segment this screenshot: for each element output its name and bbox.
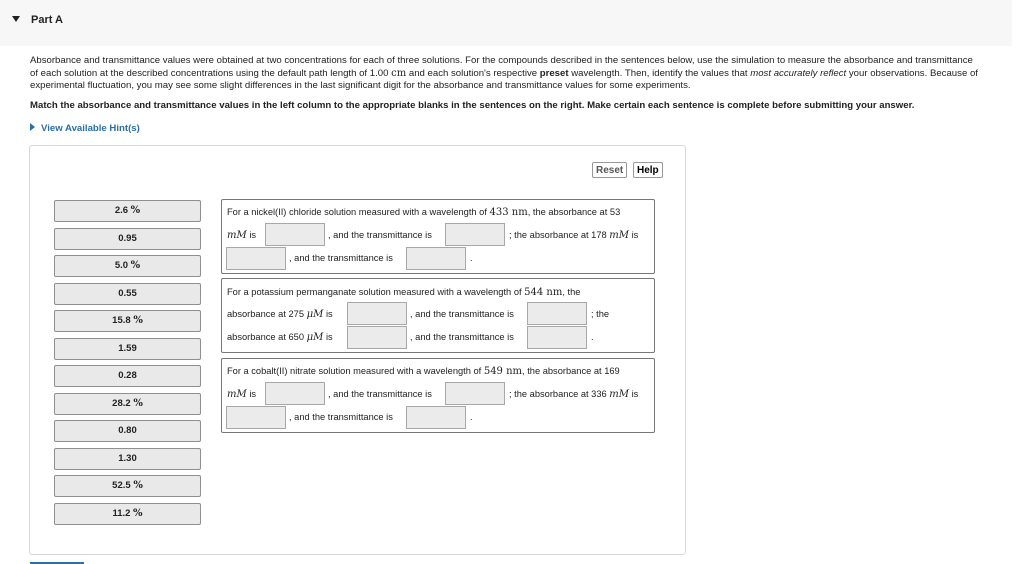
answer-tile[interactable]: 11.2 % [54,503,201,525]
drop-blank-absorbance[interactable] [226,247,286,270]
problem-intro: Absorbance and transmittance values were obtained at two concentrations for each of three solutions. For the compounds described in the sentences below, use the simulation to measure the absorbance and transmittance of each solution at the described concentrations using the default path length of 1.00 cm and each solution's respective preset wavelength. Then, identify the values that most accurately reflect your observations. Because of experimental fluctuation, you may see some slight differences in the last significant digit for the absorbance and transmittance values for some experiments. [30,55,978,91]
drop-blank-transmittance[interactable] [406,406,466,429]
answer-tile[interactable]: 1.59 [54,338,201,360]
answer-tile[interactable]: 0.95 [54,228,201,250]
drop-blank-transmittance[interactable] [527,326,587,349]
answer-tile[interactable]: 15.8 % [54,310,201,332]
part-header[interactable] [0,0,1012,46]
answer-tile[interactable]: 28.2 % [54,393,201,415]
drop-blank-transmittance[interactable] [527,302,587,325]
reset-button[interactable]: Reset [592,162,627,178]
drop-blank-absorbance[interactable] [265,223,325,246]
answer-tile[interactable]: 52.5 % [54,475,201,497]
answer-tile[interactable]: 0.55 [54,283,201,305]
drop-blank-transmittance[interactable] [445,223,505,246]
answer-tile[interactable]: 0.80 [54,420,201,442]
part-title: Part A [31,14,63,26]
answer-tile[interactable]: 1.30 [54,448,201,470]
sentence-cobalt-nitrate: For a cobalt(II) nitrate solution measured with a wavelength of 549 nm, the absorbance at 169 mM is , and the transmittance is ; the absorbance at 336 mM is , and the transmittance is . [221,358,655,433]
view-hints-link[interactable]: View Available Hint(s) [30,123,140,134]
drop-blank-absorbance[interactable] [347,326,407,349]
sentence-potassium-permanganate: For a potassium permanganate solution measured with a wavelength of 544 nm, the absorbance at 275 μM is , and the transmittance is ; the absorbance at 650 μM is , and the transmittance is . [221,278,655,353]
drop-blank-absorbance[interactable] [226,406,286,429]
help-button[interactable]: Help [633,162,663,178]
drop-blank-absorbance[interactable] [347,302,407,325]
drop-blank-transmittance[interactable] [445,382,505,405]
drop-blank-transmittance[interactable] [406,247,466,270]
expand-caret-icon [30,123,35,131]
instructions: Match the absorbance and transmittance values in the left column to the appropriate blanks in the sentences on the right. Make certain each sentence is complete before submitting your answer. [30,100,915,111]
answer-tile[interactable]: 0.28 [54,365,201,387]
answer-tile[interactable]: 2.6 % [54,200,201,222]
collapse-triangle-icon[interactable] [12,16,20,22]
answer-tile[interactable]: 5.0 % [54,255,201,277]
sentence-nickel-chloride: For a nickel(II) chloride solution measured with a wavelength of 433 nm, the absorbance at 53 mM is , and the transmittance is ; the absorbance at 178 mM is , and the transmittance is . [221,199,655,274]
drop-blank-absorbance[interactable] [265,382,325,405]
